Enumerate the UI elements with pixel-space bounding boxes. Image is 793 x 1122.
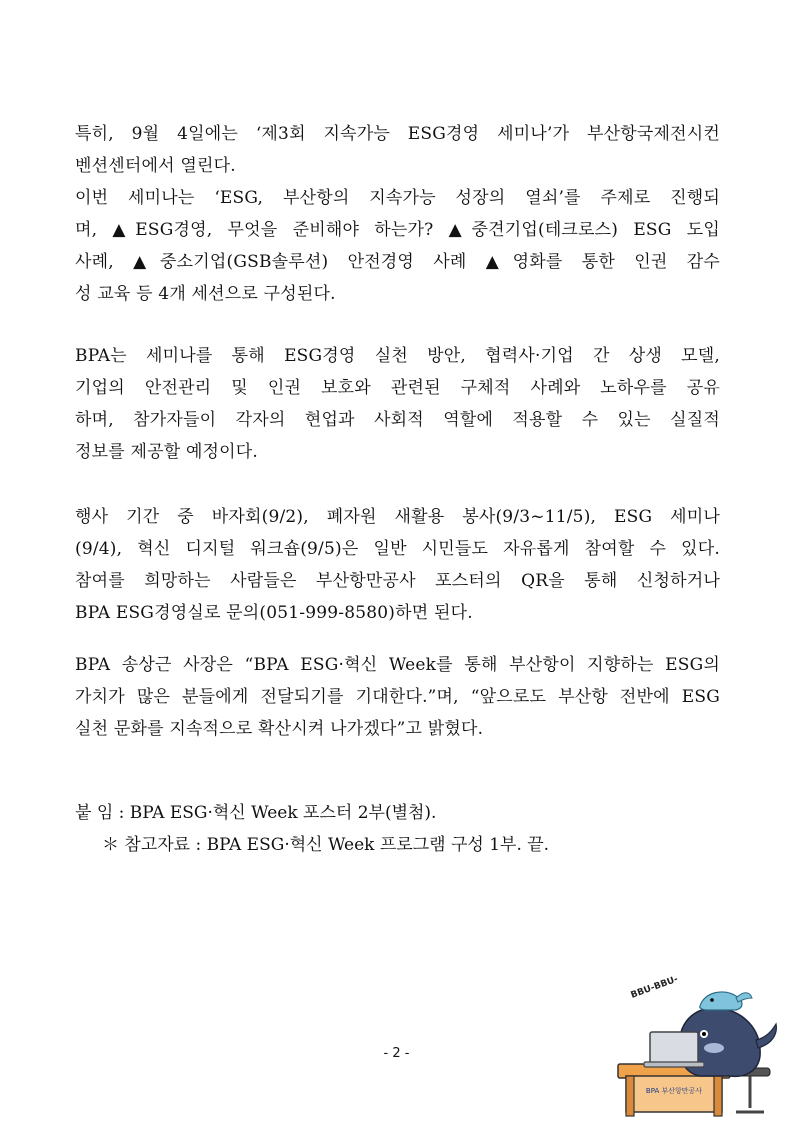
paragraph-line: 사례, ▲중소기업(GSB솔루션) 안전경영 사례 ▲영화를 통한 인권 감수 (75, 252, 720, 272)
paragraph-event-participation (75, 501, 720, 629)
reference-line: ＊ 참고자료 : BPA ESG·혁신 Week 프로그램 구성 1부. 끝. (102, 835, 550, 855)
paragraph-line: 기업의 안전관리 및 인권 보호와 관련된 구체적 사례와 노하우를 공유 (75, 378, 720, 398)
paragraph-line: 이번 세미나는 ‘ESG, 부산항의 지속가능 성장의 열쇠’를 주제로 진행되 (75, 188, 720, 208)
paragraph-line: 벤션센터에서 열린다. (75, 156, 236, 176)
paragraph-line: 실천 문화를 지속적으로 확산시켜 나가겠다”고 밝혔다. (75, 719, 484, 739)
speech-text: BBU-BBU- (629, 974, 680, 1001)
paragraph-line: 성 교육 등 4개 세션으로 구성된다. (75, 284, 336, 304)
desk-label: BPA 부산항만공사 (645, 1087, 703, 1095)
paragraph-line: BPA 송상근 사장은 “BPA ESG·혁신 Week를 통해 부산항이 지향하는 ESG의 (75, 655, 720, 675)
paragraph-line: 특히, 9월 4일에는 ‘제3회 지속가능 ESG경영 세미나’가 부산항국제전시컨 (75, 124, 720, 144)
page-number: - 2 - (383, 1046, 410, 1061)
small-dolphin (700, 992, 742, 1010)
paragraph-line: (9/4), 혁신 디지털 워크숍(9/5)은 일반 시민들도 자유롭게 참여할 수 있다. (75, 539, 720, 559)
paragraph-line: 참여를 희망하는 사람들은 부산항만공사 포스터의 QR을 통해 신청하거나 (75, 571, 720, 591)
paragraph-line: BPA ESG경영실로 문의(051-999-8580)하면 된다. (75, 603, 473, 623)
dolphin-mascot-icon (612, 968, 782, 1118)
paragraph-line: 정보를 제공할 예정이다. (75, 442, 259, 462)
paragraph-seminar-intro (75, 118, 720, 310)
paragraph-line: 며, ▲ESG경영, 무엇을 준비해야 하는가? ▲중견기업(테크로스) ESG 도입 (75, 220, 720, 240)
paragraph-line: 가치가 많은 분들에게 전달되기를 기대한다.”며, “앞으로도 부산항 전반에 ESG (75, 687, 720, 707)
paragraph-ceo-quote (75, 649, 720, 745)
paragraph-line: BPA는 세미나를 통해 ESG경영 실천 방안, 협력사·기업 간 상생 모델, (75, 346, 720, 366)
paragraph-line: 하며, 참가자들이 각자의 현업과 사회적 역할에 적용할 수 있는 실질적 (75, 410, 720, 430)
attachment-line: 붙 임 : BPA ESG·혁신 Week 포스터 2부(별첨). (75, 803, 437, 823)
laptop-screen (650, 1032, 698, 1064)
paragraph-seminar-purpose (75, 340, 720, 468)
paragraph-line: 행사 기간 중 바자회(9/2), 폐자원 새활용 봉사(9/3~11/5), ESG 세미나 (75, 507, 720, 527)
